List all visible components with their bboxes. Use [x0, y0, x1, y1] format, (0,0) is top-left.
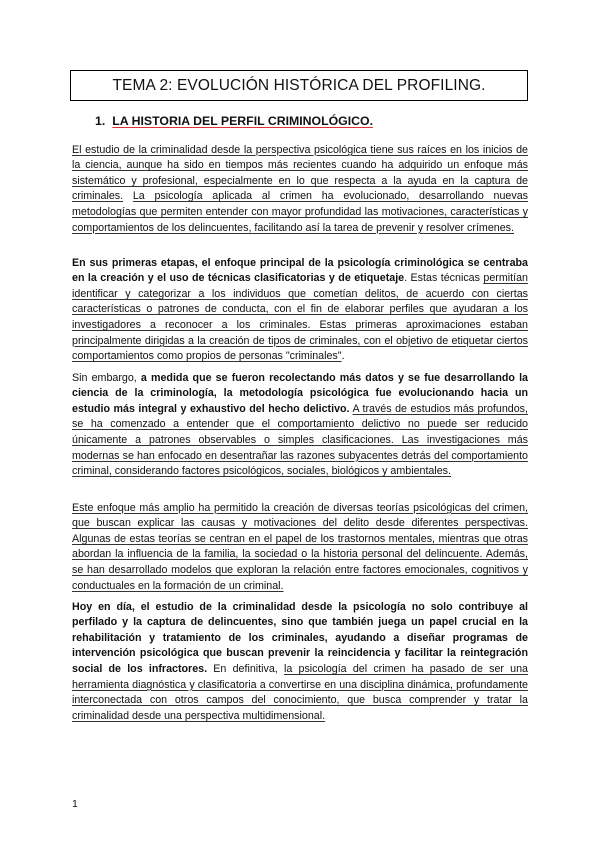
p1-underlined-a: El estudio de la criminalidad desde la perspectiva psicológica tiene sus raíces en los inicios de la ciencia, aunque ha sido en tiempos más recientes cuando ha adquirido un enfoque más sistemático y profesional, especialmente en lo que respecta a la ayuda en la captura de criminales. — [72, 143, 528, 203]
paragraph-1 — [72, 143, 528, 237]
p1-underlined-b: La psicología aplicada al crimen ha evolucionado, desarrollando nuevas metodologías que permiten entender con mayor profundidad las motivaciones, características y comportamientos de los delincuentes, facilitando así la tarea de prevenir y resolver crímenes. — [72, 190, 528, 234]
p4-underlined: Este enfoque más amplio ha permitido la creación de diversas teorías psicológicas del crimen, que buscan explicar las causas y motivaciones del delito desde diferentes perspectivas. Algunas de estas teorías se centran en el papel de los trastornos mentales, mientras que otras abordan la influencia de la familia, la sociedad o la historia personal del delincuente. Además, se han desarrollado modelos que exploran la relación entre factores emocionales, cognitivos y conductuales en la formación de un criminal. — [72, 501, 528, 592]
paragraph-2 — [72, 256, 528, 365]
paragraph-3 — [72, 371, 528, 480]
p1-space — [123, 190, 133, 202]
p2-end: . — [341, 350, 345, 363]
section-number: 1. — [95, 114, 106, 128]
section-heading — [95, 114, 373, 128]
p3-bold: a medida que se fueron recolectando más datos y se fue desarrollando la ciencia de la criminología, la metodología psicológica fue evolucionando hacia un estudio más integral y exhaustivo del hecho delictivo. — [72, 371, 528, 415]
section-title: LA HISTORIA DEL PERFIL CRIMINOLÓGICO. — [112, 114, 374, 128]
p5-plain: En definitiva, — [207, 663, 284, 676]
paragraph-4 — [72, 501, 528, 595]
paragraph-5 — [72, 600, 528, 725]
p5-underlined: la psicología del crimen ha pasado de ser una herramienta diagnóstica y clasificatoria a convertirse en una disciplina dinámica, profundamente interconectada con otros campos del conocimiento, que busca comprender y tratar la criminalidad desde una perspectiva multidimensional. — [72, 663, 529, 722]
page-number: 1 — [72, 798, 78, 810]
p3-underlined: A través de estudios más profundos, se ha comenzado a entender que el comportamiento delictivo no puede ser reducido únicamente a patrones observables o simples clasificaciones. Las investigaciones más modernas se han enfocado en desentrañar las razones subyacentes detrás del comportamiento criminal, considerando factores psicológicos, sociales, biológicos y ambientales. — [72, 402, 528, 478]
p5-bold: Hoy en día, el estudio de la criminalidad desde la psicología no solo contribuye al perfilado y la captura de delincuentes, sino que también juega un papel crucial en la rehabilitación y tratamiento de los criminales, ayudando a diseñar programas de intervención psicológica que buscan prevenir la reincidencia y facilitar la reintegración social de los infractores. — [72, 600, 528, 676]
p2-plain: . Estas técnicas — [404, 272, 484, 285]
p3-plain: Sin embargo, — [72, 371, 141, 384]
p2-underlined: permitían identificar y categorizar a los individuos que cometían delitos, de acuerdo con ciertas características o patrones de conducta, con el fin de elaborar perfiles que ayudaran a los investigadores a reconocer a los criminales. Estas primeras aproximaciones estaban principalmente dirigidas a la creación de tipos de criminales, con el objetivo de etiquetar ciertos comportamientos como propios de personas "criminales" — [72, 272, 528, 363]
title-box — [70, 70, 528, 101]
page-title: TEMA 2: EVOLUCIÓN HISTÓRICA DEL PROFILING. — [112, 76, 486, 94]
p2-bold: En sus primeras etapas, el enfoque principal de la psicología criminológica se centraba en la creación y el uso de técnicas clasificatorias y de etiquetaje — [72, 256, 528, 285]
